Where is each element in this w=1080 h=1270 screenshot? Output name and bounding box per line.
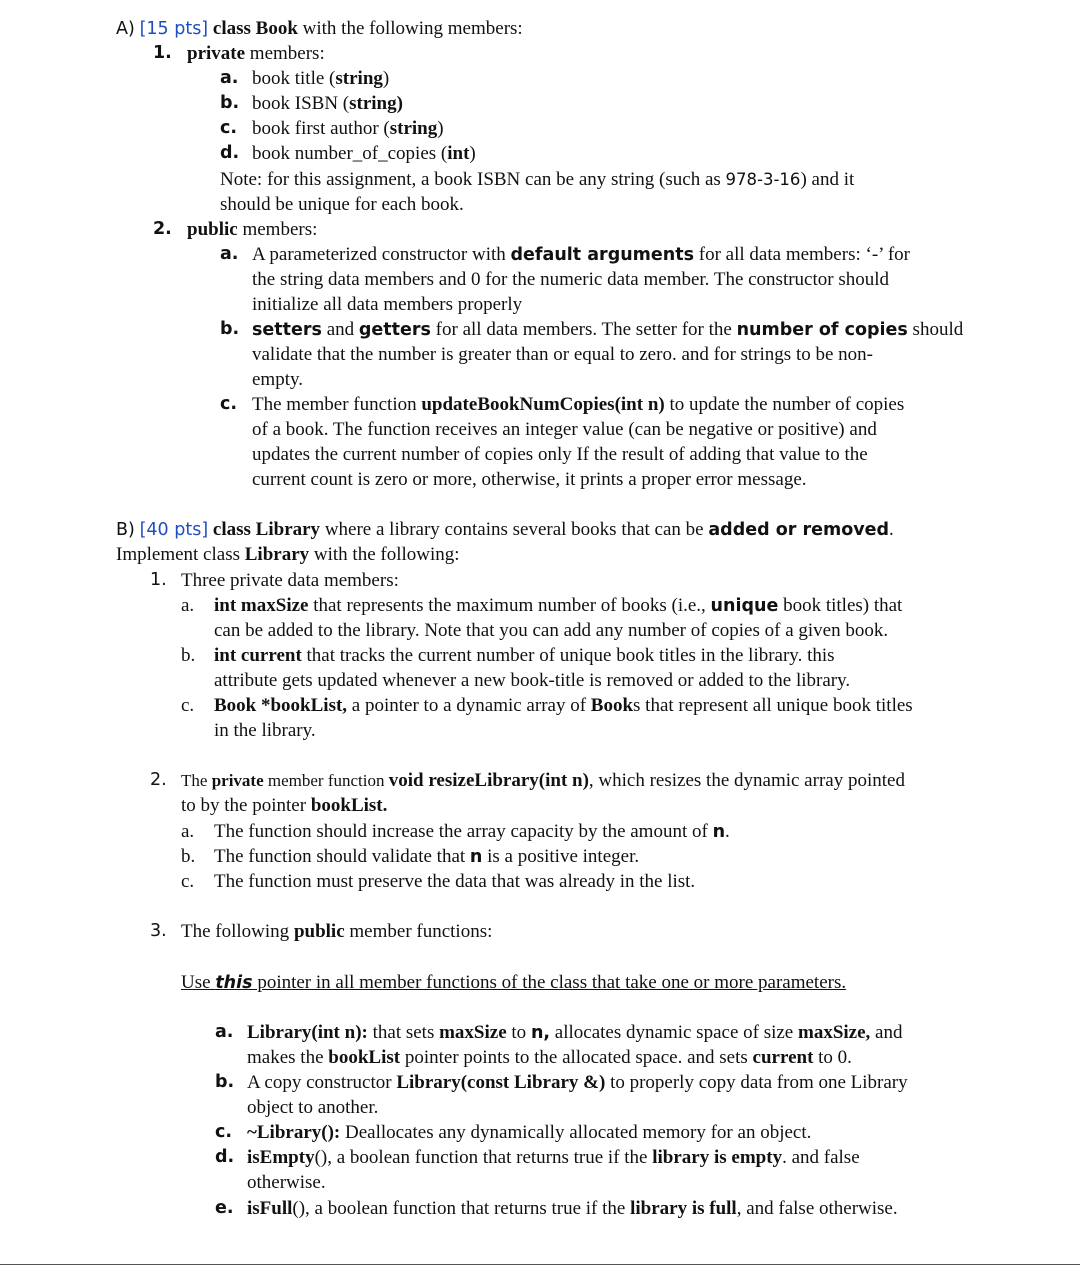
list-marker: c.: [220, 394, 238, 414]
list-item-line: can be added to the library. Note that you can add any number of copies of a given book.: [214, 620, 889, 641]
list-item: int maxSize that represents the maximum number of books (i.e., unique book titles) that: [214, 595, 903, 616]
list-marker: a.: [215, 1022, 234, 1042]
list-item-line: initialize all data members properly: [252, 294, 523, 315]
implement-line: Implement class Library with the following:: [116, 544, 460, 565]
list-item: book title (string): [252, 68, 390, 89]
list-marker: c.: [215, 1122, 233, 1142]
list-marker: c.: [181, 695, 195, 716]
list-item: book first author (string): [252, 118, 444, 139]
list-marker: a.: [220, 244, 239, 264]
list-marker: 1.: [153, 43, 172, 63]
list-marker: 3.: [150, 921, 167, 941]
list-item: setters and getters for all data members. The setter for the number of copies should: [252, 319, 964, 340]
list-marker: b.: [181, 846, 196, 867]
list-marker: d.: [220, 143, 240, 163]
list-marker: c.: [181, 871, 195, 892]
data-members-heading: Three private data members:: [181, 570, 399, 591]
points-badge: [15 pts]: [139, 19, 209, 39]
list-marker: 2.: [153, 219, 172, 239]
list-item: isEmpty(), a boolean function that returns true if the library is empty. and false: [247, 1147, 860, 1168]
resize-function-line2: to by the pointer bookList.: [181, 795, 388, 816]
list-item: int current that tracks the current number of unique book titles in the library. this: [214, 645, 835, 666]
list-item-line: otherwise.: [247, 1172, 326, 1193]
list-marker: d.: [215, 1147, 235, 1167]
isbn-note: Note: for this assignment, a book ISBN can be any string (such as 978-3-16) and it: [220, 169, 855, 190]
list-item-line: current count is zero or more, otherwise, it prints a proper error message.: [252, 469, 807, 490]
list-item: Book *bookList, a pointer to a dynamic array of Books that represent all unique book titles: [214, 695, 913, 716]
list-item: The function should validate that n is a positive integer.: [214, 846, 640, 867]
isbn-note-line2: should be unique for each book.: [220, 194, 464, 215]
public-functions-heading: The following public member functions:: [181, 921, 493, 942]
list-item: The function should increase the array capacity by the amount of n.: [214, 821, 730, 842]
list-item-line: empty.: [252, 369, 304, 390]
private-members-heading: private members:: [187, 43, 325, 64]
list-marker: b.: [181, 645, 196, 666]
list-item: The function must preserve the data that was already in the list.: [214, 871, 696, 892]
list-item-line: validate that the number is greater than or equal to zero. and for strings to be non-: [252, 344, 873, 365]
section-a-heading: A) [15 pts] class Book with the following members:: [116, 18, 523, 39]
points-badge: [40 pts]: [139, 520, 209, 540]
list-item-line: in the library.: [214, 720, 316, 741]
list-item-line: updates the current number of copies only If the result of adding that value to the: [252, 444, 868, 465]
list-marker: a.: [181, 595, 195, 616]
list-marker: a.: [181, 821, 195, 842]
list-item: Library(int n): that sets maxSize to n, allocates dynamic space of size maxSize, and: [247, 1022, 903, 1043]
list-item: A copy constructor Library(const Library &) to properly copy data from one Library: [247, 1072, 908, 1093]
list-item: book number_of_copies (int): [252, 143, 476, 164]
list-item: isFull(), a boolean function that returns true if the library is full, and false otherwise.: [247, 1198, 898, 1219]
list-item-line: of a book. The function receives an integer value (can be negative or positive) and: [252, 419, 877, 440]
list-item: A parameterized constructor with default arguments for all data members: ‘-’ for: [252, 244, 910, 265]
resize-function-heading: The private member function void resizeLibrary(int n), which resizes the dynamic array pointed: [181, 770, 905, 791]
public-members-heading: public members:: [187, 219, 318, 240]
list-item-line: attribute gets updated whenever a new book-title is removed or added to the library.: [214, 670, 851, 691]
list-marker: b.: [220, 93, 240, 113]
list-item: book ISBN (string): [252, 93, 403, 114]
section-b-heading: B) [40 pts] class Library where a library contains several books that can be added or removed.: [116, 519, 894, 540]
list-item: The member function updateBookNumCopies(int n) to update the number of copies: [252, 394, 905, 415]
list-marker: b.: [220, 319, 240, 339]
list-item-line: object to another.: [247, 1097, 379, 1118]
page-bottom-divider: [0, 1264, 1080, 1265]
list-marker: 2.: [150, 770, 167, 790]
list-item-line: makes the bookList pointer points to the allocated space. and sets current to 0.: [247, 1047, 852, 1068]
list-item-line: the string data members and 0 for the numeric data member. The constructor should: [252, 269, 890, 290]
list-marker: 1.: [150, 570, 167, 590]
list-marker: e.: [215, 1198, 234, 1218]
this-pointer-note: Use this pointer in all member functions of the class that take one or more parameters.: [181, 972, 847, 993]
list-marker: c.: [220, 118, 238, 138]
list-item: ~Library(): Deallocates any dynamically allocated memory for an object.: [247, 1122, 812, 1143]
list-marker: a.: [220, 68, 239, 88]
list-marker: b.: [215, 1072, 235, 1092]
